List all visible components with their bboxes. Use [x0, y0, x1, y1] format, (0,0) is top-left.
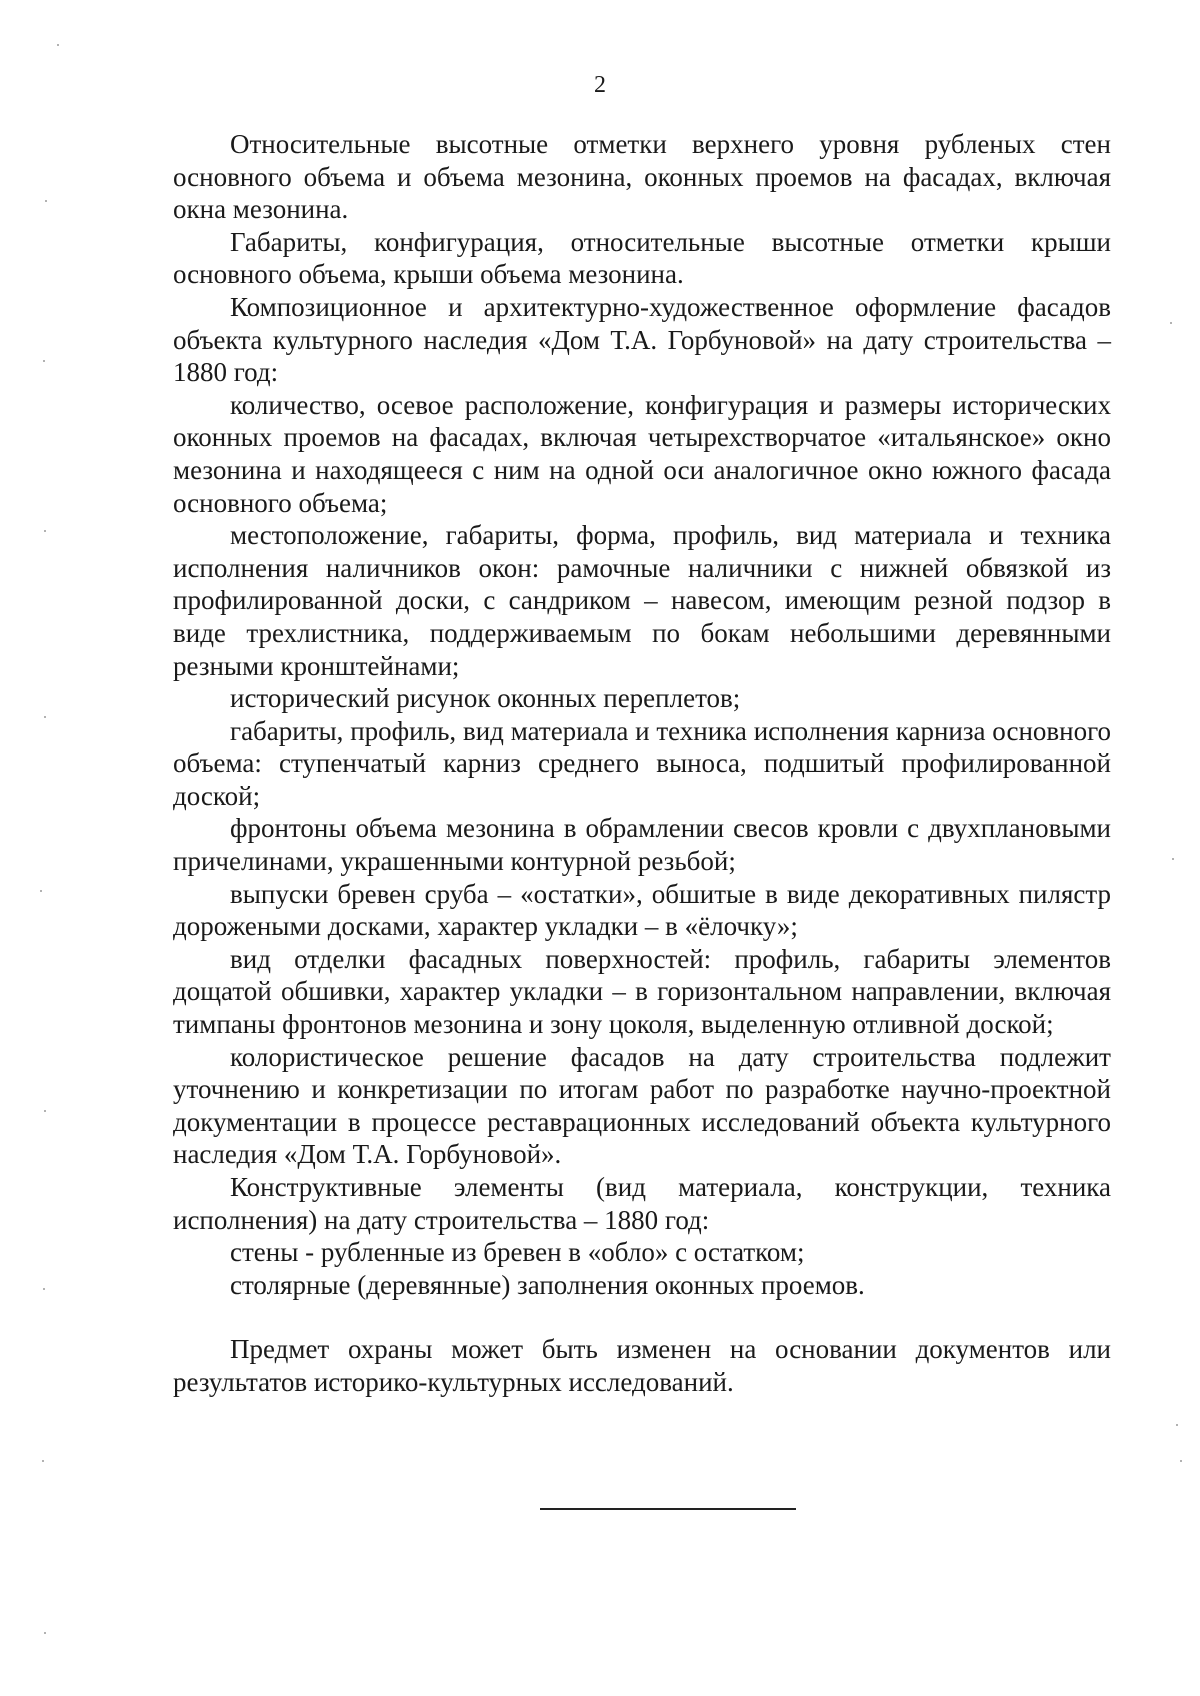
paragraph: вид отделки фасадных поверхностей: профиль, габариты элементов дощатой обшивки, характер укладки – в горизонтальном направлении, включая тимпаны фронтонов мезонина и зону цоколя, выделенную отливной доской; — [173, 943, 1111, 1040]
scan-speck — [44, 1632, 46, 1634]
scan-speck — [43, 1288, 45, 1290]
paragraph: Конструктивные элементы (вид материала, конструкции, техника исполнения) на дату строительства – 1880 год: — [173, 1172, 1111, 1235]
closing-paragraph: Предмет охраны может быть изменен на основании документов или результатов историко-культурных исследований. — [173, 1334, 1111, 1397]
document-body — [173, 128, 1111, 1399]
paragraph: Габариты, конфигурация, относительные высотные отметки крыши основного объема, крыши объема мезонина. — [173, 226, 1111, 290]
scan-speck — [44, 530, 46, 532]
paragraph: исторический рисунок оконных переплетов; — [230, 683, 741, 714]
scan-speck — [1180, 1460, 1182, 1462]
paragraph: столярные (деревянные) заполнения оконных проемов. — [230, 1269, 865, 1300]
paragraph: стены - рубленные из бревен в «обло» с остатком; — [230, 1237, 805, 1268]
scan-speck — [44, 716, 46, 718]
paragraph: количество, осевое расположение, конфигурация и размеры исторических оконных проемов на фасадах, включая четырехстворчатое «итальянское» окно мезонина и находящееся с ним на одной оси аналогичное окно южного фасада основного объема; — [173, 389, 1111, 518]
end-rule — [540, 1508, 796, 1510]
scan-speck — [45, 200, 47, 202]
scan-speck — [42, 1460, 44, 1462]
paragraph: колористическое решение фасадов на дату строительства подлежит уточнению и конкретизации по итогам работ по разработке научно-проектной документации в процессе реставрационных исследований объекта культурного наследия «Дом Т.А. Горбуновой». — [173, 1041, 1111, 1170]
scan-speck — [1176, 1424, 1178, 1426]
paragraph: местоположение, габариты, форма, профиль, вид материала и техника исполнения наличников окон: рамочные наличники с нижней обвязкой из профилированной доски, с сандриком – навесом, имеющим резной подзор в виде трехлистника, поддерживаемым по бокам небольшими деревянными резными кронштейнами; — [173, 520, 1111, 681]
paragraph: выпуски бревен сруба – «остатки», обшитые в виде декоративных пилястр дорожеными досками, характер укладки – в «ёлочку»; — [173, 878, 1111, 942]
paragraph: фронтоны объема мезонина в обрамлении свесов кровли с двухплановыми причелинами, украшенными контурной резьбой; — [173, 813, 1111, 877]
scan-speck — [40, 890, 42, 892]
scan-speck — [57, 44, 59, 46]
paragraph: Композиционное и архитектурно-художественное оформление фасадов объекта культурного наследия «Дом Т.А. Горбуновой» на дату строительства – 1880 год: — [173, 291, 1111, 388]
scan-speck — [1172, 858, 1174, 860]
scan-speck — [44, 1110, 46, 1112]
page-number: 2 — [594, 72, 606, 98]
scan-speck — [1170, 322, 1172, 324]
paragraph: Относительные высотные отметки верхнего уровня рубленых стен основного объема и объема мезонина, оконных проемов на фасадах, включая окна мезонина. — [173, 129, 1111, 225]
scan-speck — [43, 360, 45, 362]
paragraph: габариты, профиль, вид материала и техника исполнения карниза основного объема: ступенчатый карниз среднего выноса, подшитый профилированной доской; — [173, 715, 1111, 811]
